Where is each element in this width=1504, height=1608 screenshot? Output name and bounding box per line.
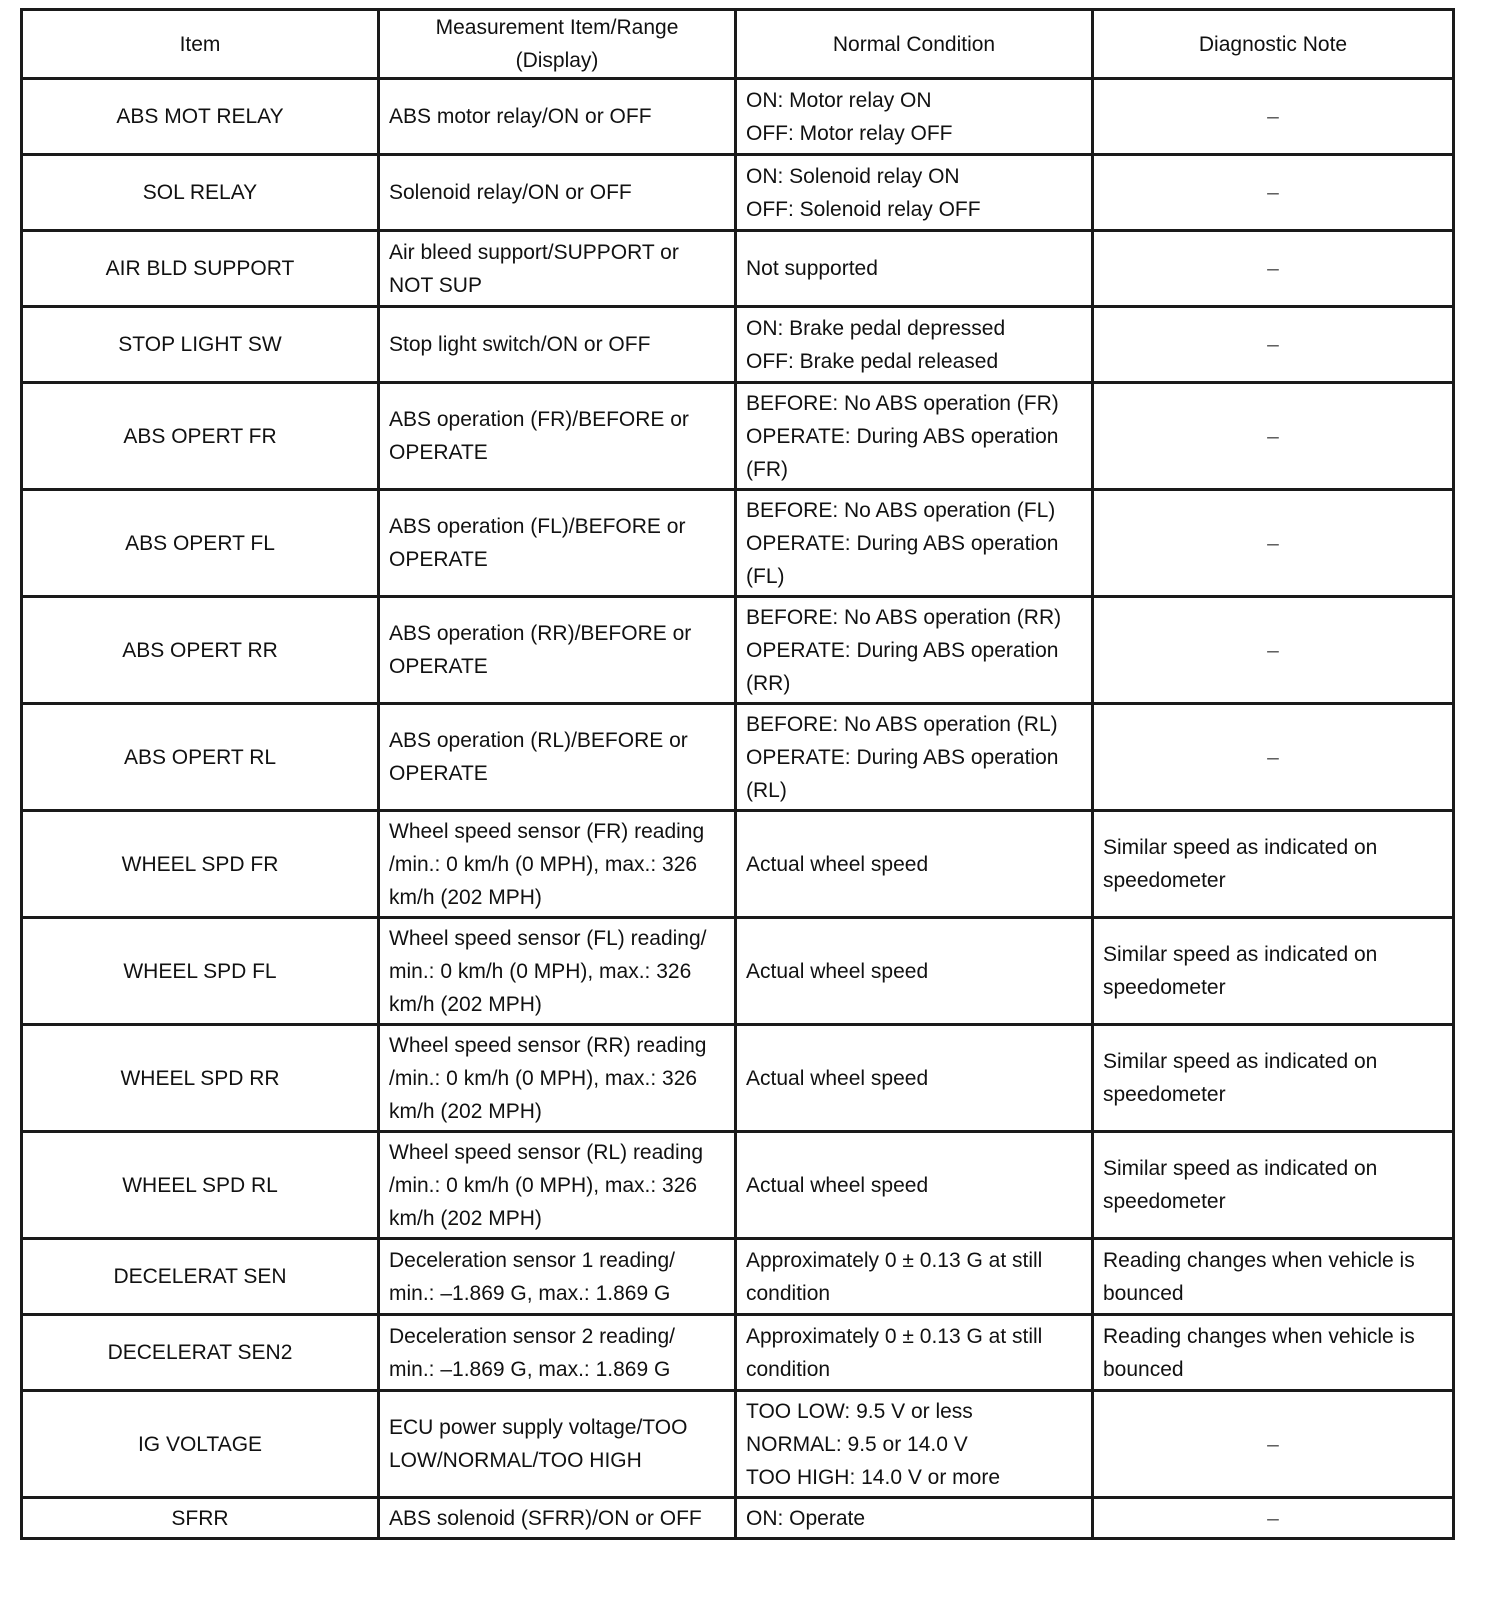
cell-normal-condition-line: Not supported <box>746 257 878 280</box>
cell-normal-condition <box>736 1498 1093 1539</box>
cell-normal-condition <box>736 811 1093 918</box>
cell-normal-condition <box>736 1315 1093 1391</box>
table-row <box>22 1132 1454 1239</box>
cell-normal-condition-line: Actual wheel speed <box>746 852 929 876</box>
cell-measurement <box>379 1498 736 1539</box>
cell-item: AIR BLD SUPPORT <box>22 231 379 307</box>
header-measurement-line2: (Display) <box>515 49 599 72</box>
cell-normal-condition <box>736 231 1093 307</box>
cell-normal-condition <box>736 79 1093 155</box>
cell-diagnostic-note-line: – <box>1267 638 1279 662</box>
cell-normal-condition <box>736 1391 1093 1498</box>
cell-measurement-line: OPERATE <box>389 548 488 571</box>
cell-normal-condition-line: Actual wheel speed <box>746 1066 929 1090</box>
table-row <box>22 1315 1454 1391</box>
cell-measurement-line: ABS operation (FL)/BEFORE or <box>389 515 686 538</box>
cell-normal-condition-line: Approximately 0 ± 0.13 G at still <box>746 1248 1043 1272</box>
table-row <box>22 918 1454 1025</box>
cell-diagnostic-note-line: – <box>1267 424 1279 448</box>
cell-measurement-line: ABS motor relay/ON or OFF <box>389 105 652 128</box>
cell-diagnostic-note-line: – <box>1267 1506 1279 1530</box>
cell-diagnostic-note <box>1093 1391 1454 1498</box>
cell-measurement <box>379 490 736 597</box>
cell-normal-condition-line: (FR) <box>746 457 788 481</box>
cell-measurement-line: Wheel speed sensor (RR) reading <box>389 1033 707 1057</box>
cell-diagnostic-note-line: speedometer <box>1103 869 1226 892</box>
cell-normal-condition-line: Actual wheel speed <box>746 959 929 983</box>
cell-measurement-line: Wheel speed sensor (RL) reading <box>389 1140 703 1164</box>
cell-measurement-line: ABS operation (FR)/BEFORE or <box>389 408 689 431</box>
cell-diagnostic-note-line: – <box>1267 181 1279 204</box>
cell-diagnostic-note-line: bounced <box>1103 1357 1184 1381</box>
header-item: Item <box>22 10 379 79</box>
cell-measurement-line: ECU power supply voltage/TOO <box>389 1416 688 1439</box>
cell-item: ABS OPERT RL <box>22 704 379 811</box>
cell-normal-condition-line: ON: Solenoid relay ON <box>746 164 960 188</box>
cell-diagnostic-note-line: – <box>1267 745 1279 769</box>
cell-diagnostic-note-line: speedometer <box>1103 976 1226 999</box>
cell-measurement-line: min.: –1.869 G, max.: 1.869 G <box>389 1281 671 1305</box>
cell-normal-condition <box>736 1132 1093 1239</box>
cell-diagnostic-note <box>1093 1498 1454 1539</box>
data-list-table <box>20 8 1455 1540</box>
cell-normal-condition <box>736 918 1093 1025</box>
cell-diagnostic-note <box>1093 1315 1454 1391</box>
cell-diagnostic-note-line: Reading changes when vehicle is <box>1103 1248 1415 1272</box>
cell-diagnostic-note <box>1093 811 1454 918</box>
cell-normal-condition-line: TOO HIGH: 14.0 V or more <box>746 1465 1001 1489</box>
cell-measurement <box>379 155 736 231</box>
cell-measurement <box>379 1391 736 1498</box>
cell-item: WHEEL SPD RL <box>22 1132 379 1239</box>
table-row <box>22 1239 1454 1315</box>
cell-measurement <box>379 1315 736 1391</box>
cell-normal-condition-line: TOO LOW: 9.5 V or less <box>746 1399 973 1423</box>
cell-item: DECELERAT SEN <box>22 1239 379 1315</box>
table-body <box>22 79 1454 1539</box>
cell-diagnostic-note <box>1093 490 1454 597</box>
cell-normal-condition-line: ON: Operate <box>746 1506 866 1530</box>
cell-measurement-line: ABS operation (RL)/BEFORE or <box>389 729 688 752</box>
cell-measurement <box>379 1025 736 1132</box>
cell-normal-condition-line: Actual wheel speed <box>746 1173 929 1197</box>
cell-diagnostic-note <box>1093 307 1454 383</box>
cell-normal-condition-line: condition <box>746 1281 831 1305</box>
cell-normal-condition-line: NORMAL: 9.5 or 14.0 V <box>746 1432 968 1456</box>
cell-measurement <box>379 231 736 307</box>
header-diagnostic-note: Diagnostic Note <box>1093 10 1454 79</box>
header-measurement <box>379 10 736 79</box>
cell-normal-condition-line: BEFORE: No ABS operation (FR) <box>746 391 1059 415</box>
cell-normal-condition-line: (RR) <box>746 671 791 695</box>
table-row <box>22 155 1454 231</box>
cell-diagnostic-note <box>1093 704 1454 811</box>
header-measurement-line1: Measurement Item/Range <box>435 16 679 39</box>
diagnostic-table-container <box>20 8 1452 1540</box>
cell-item: WHEEL SPD FL <box>22 918 379 1025</box>
cell-measurement-line: /min.: 0 km/h (0 MPH), max.: 326 <box>389 852 698 876</box>
cell-measurement-line: OPERATE <box>389 762 488 785</box>
cell-diagnostic-note <box>1093 383 1454 490</box>
cell-measurement-line: min.: –1.869 G, max.: 1.869 G <box>389 1357 671 1381</box>
cell-diagnostic-note <box>1093 1239 1454 1315</box>
cell-measurement-line: Solenoid relay/ON or OFF <box>389 181 632 204</box>
cell-normal-condition-line: (FL) <box>746 564 785 588</box>
cell-normal-condition-line: OFF: Motor relay OFF <box>746 121 953 145</box>
cell-measurement-line: Deceleration sensor 1 reading/ <box>389 1248 676 1272</box>
table-row <box>22 1025 1454 1132</box>
cell-diagnostic-note <box>1093 1132 1454 1239</box>
header-row <box>22 10 1454 79</box>
cell-measurement-line: ABS operation (RR)/BEFORE or <box>389 622 692 645</box>
cell-diagnostic-note-line: speedometer <box>1103 1083 1226 1106</box>
cell-measurement-line: min.: 0 km/h (0 MPH), max.: 326 <box>389 959 692 983</box>
cell-measurement-line: /min.: 0 km/h (0 MPH), max.: 326 <box>389 1173 698 1197</box>
table-row <box>22 597 1454 704</box>
cell-normal-condition-line: (RL) <box>746 778 787 802</box>
table-header <box>22 10 1454 79</box>
cell-normal-condition <box>736 1025 1093 1132</box>
cell-measurement <box>379 597 736 704</box>
table-row <box>22 79 1454 155</box>
cell-measurement-line: km/h (202 MPH) <box>389 992 542 1016</box>
cell-diagnostic-note-line: Similar speed as indicated on <box>1103 836 1378 859</box>
cell-normal-condition <box>736 704 1093 811</box>
cell-diagnostic-note-line: – <box>1267 1432 1279 1456</box>
cell-normal-condition <box>736 383 1093 490</box>
cell-measurement <box>379 79 736 155</box>
cell-item: ABS OPERT FL <box>22 490 379 597</box>
cell-diagnostic-note-line: Similar speed as indicated on <box>1103 943 1378 966</box>
cell-normal-condition-line: OFF: Solenoid relay OFF <box>746 197 981 221</box>
header-normal-condition: Normal Condition <box>736 10 1093 79</box>
cell-item: ABS MOT RELAY <box>22 79 379 155</box>
cell-measurement-line: /min.: 0 km/h (0 MPH), max.: 326 <box>389 1066 698 1090</box>
cell-diagnostic-note-line: Reading changes when vehicle is <box>1103 1324 1415 1348</box>
cell-measurement-line: ABS solenoid (SFRR)/ON or OFF <box>389 1506 702 1530</box>
cell-diagnostic-note-line: Similar speed as indicated on <box>1103 1050 1378 1073</box>
cell-measurement-line: OPERATE <box>389 655 488 678</box>
cell-diagnostic-note <box>1093 231 1454 307</box>
cell-diagnostic-note <box>1093 1025 1454 1132</box>
cell-measurement <box>379 383 736 490</box>
cell-item: WHEEL SPD FR <box>22 811 379 918</box>
cell-normal-condition <box>736 155 1093 231</box>
cell-normal-condition <box>736 490 1093 597</box>
cell-normal-condition-line: BEFORE: No ABS operation (FL) <box>746 498 1056 522</box>
cell-diagnostic-note-line: – <box>1267 257 1279 280</box>
cell-measurement-line: NOT SUP <box>389 273 482 297</box>
cell-normal-condition-line: OFF: Brake pedal released <box>746 349 999 373</box>
cell-item: SFRR <box>22 1498 379 1539</box>
cell-normal-condition-line: OPERATE: During ABS operation <box>746 424 1059 448</box>
cell-measurement-line: Deceleration sensor 2 reading/ <box>389 1324 676 1348</box>
table-row <box>22 307 1454 383</box>
cell-normal-condition <box>736 597 1093 704</box>
cell-normal-condition-line: BEFORE: No ABS operation (RL) <box>746 712 1058 736</box>
cell-diagnostic-note-line: Similar speed as indicated on <box>1103 1157 1378 1180</box>
cell-normal-condition-line: condition <box>746 1357 831 1381</box>
cell-measurement-line: Stop light switch/ON or OFF <box>389 333 651 356</box>
cell-measurement-line: OPERATE <box>389 441 488 464</box>
cell-item: ABS OPERT RR <box>22 597 379 704</box>
cell-measurement-line: LOW/NORMAL/TOO HIGH <box>389 1449 642 1472</box>
cell-measurement-line: km/h (202 MPH) <box>389 1099 542 1123</box>
cell-measurement <box>379 704 736 811</box>
cell-item: STOP LIGHT SW <box>22 307 379 383</box>
table-row <box>22 811 1454 918</box>
table-row <box>22 490 1454 597</box>
cell-measurement-line: km/h (202 MPH) <box>389 885 542 909</box>
cell-diagnostic-note-line: bounced <box>1103 1281 1184 1305</box>
cell-normal-condition <box>736 1239 1093 1315</box>
cell-normal-condition-line: BEFORE: No ABS operation (RR) <box>746 605 1062 629</box>
cell-measurement <box>379 307 736 383</box>
cell-item: SOL RELAY <box>22 155 379 231</box>
cell-diagnostic-note-line: – <box>1267 333 1279 356</box>
cell-diagnostic-note <box>1093 155 1454 231</box>
cell-measurement <box>379 1239 736 1315</box>
cell-item: ABS OPERT FR <box>22 383 379 490</box>
cell-diagnostic-note-line: – <box>1267 531 1279 555</box>
table-row <box>22 704 1454 811</box>
table-row <box>22 1391 1454 1498</box>
cell-measurement-line: km/h (202 MPH) <box>389 1206 542 1230</box>
cell-item: WHEEL SPD RR <box>22 1025 379 1132</box>
table-row <box>22 231 1454 307</box>
cell-normal-condition-line: OPERATE: During ABS operation <box>746 638 1059 662</box>
cell-item: IG VOLTAGE <box>22 1391 379 1498</box>
cell-diagnostic-note <box>1093 597 1454 704</box>
cell-diagnostic-note-line: speedometer <box>1103 1190 1226 1213</box>
cell-measurement-line: Wheel speed sensor (FR) reading <box>389 819 705 843</box>
cell-diagnostic-note <box>1093 918 1454 1025</box>
cell-measurement-line: Wheel speed sensor (FL) reading/ <box>389 926 707 950</box>
table-row <box>22 1498 1454 1539</box>
cell-normal-condition-line: Approximately 0 ± 0.13 G at still <box>746 1324 1043 1348</box>
cell-measurement-line: Air bleed support/SUPPORT or <box>389 240 679 264</box>
cell-item: DECELERAT SEN2 <box>22 1315 379 1391</box>
cell-normal-condition <box>736 307 1093 383</box>
cell-diagnostic-note <box>1093 79 1454 155</box>
cell-normal-condition-line: ON: Motor relay ON <box>746 88 932 112</box>
cell-normal-condition-line: OPERATE: During ABS operation <box>746 745 1059 769</box>
cell-measurement <box>379 1132 736 1239</box>
cell-measurement <box>379 918 736 1025</box>
cell-normal-condition-line: ON: Brake pedal depressed <box>746 316 1006 340</box>
cell-diagnostic-note-line: – <box>1267 105 1279 128</box>
cell-measurement <box>379 811 736 918</box>
table-row <box>22 383 1454 490</box>
cell-normal-condition-line: OPERATE: During ABS operation <box>746 531 1059 555</box>
